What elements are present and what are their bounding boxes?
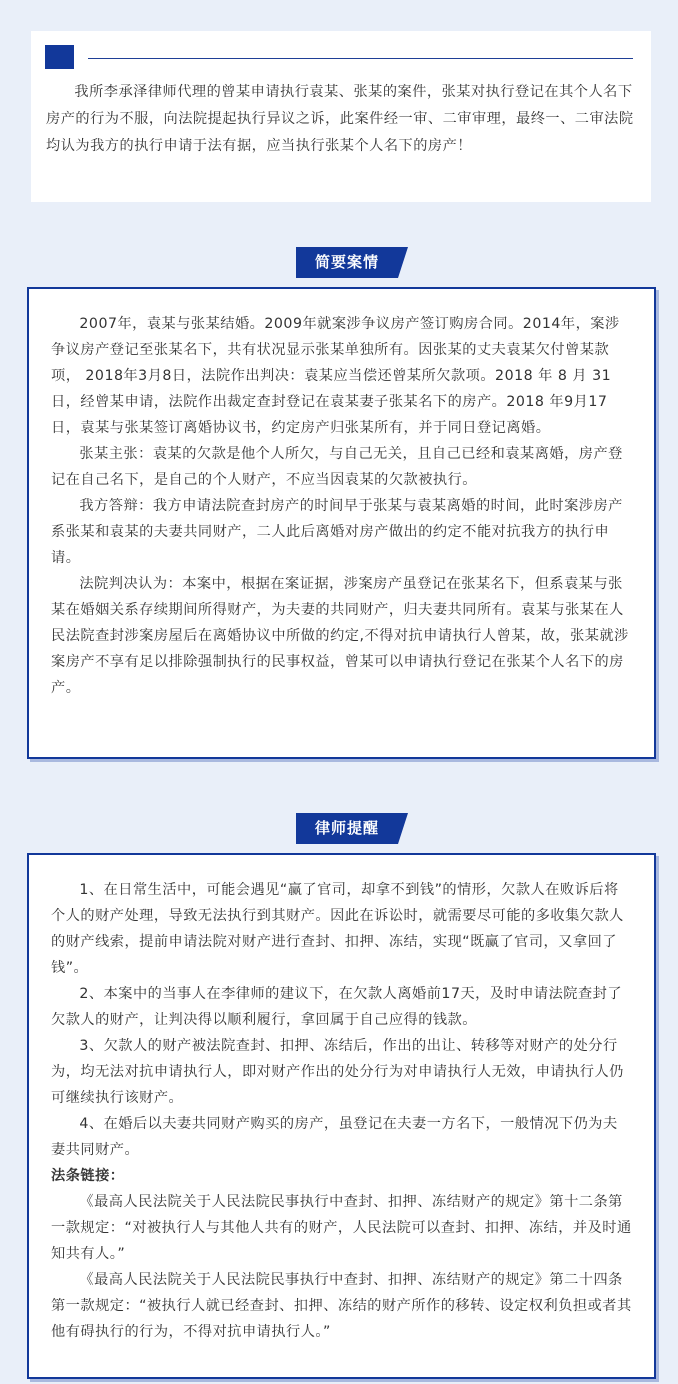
law-paragraph: 《最高人民法院关于人民法院民事执行中查封、扣押、冻结财产的规定》第二十四条第一款规定：“被执行人就已经查封、扣押、冻结的财产所作的移转、设定权利负担或者其他有碍执行的行为，不得对抗申请执行人。” (51, 1272, 632, 1340)
tip-paragraph: 4、在婚后以夫妻共同财产购买的房产，虽登记在夫妻一方名下，一般情况下仍为夫妻共同财产。 (51, 1116, 618, 1158)
case-paragraph: 张某主张：袁某的欠款是他个人所欠，与自己无关，且自己已经和袁某离婚，房产登记在自己名下，是自己的个人财产，不应当因袁某的欠款被执行。 (51, 446, 623, 488)
tip-paragraph: 1、在日常生活中，可能会遇见“赢了官司，却拿不到钱”的情形，欠款人在败诉后将个人的财产处理，导致无法执行到其财产。因此在诉讼时，就需要尽可能的多收集欠款人的财产线索，提前申请法院对财产进行查封、扣押、冻结，实现“既赢了官司，又拿回了钱”。 (51, 882, 624, 976)
case-summary-content (51, 311, 632, 701)
title-rule (88, 58, 633, 59)
intro-paragraph: 我所李承泽律师代理的曾某申请执行袁某、张某的案件，张某对执行登记在其个人名下房产的行为不服，向法院提起执行异议之诉，此案件经一审、二审审理，最终一、二审法院均认为我方的执行申请于法有据，应当执行张某个人名下的房产！ (46, 84, 634, 154)
case-paragraph: 2007年，袁某与张某结婚。2009年就案涉争议房产签订购房合同。2014年，案涉争议房产登记至张某名下，共有状况显示张某单独所有。因张某的丈夫袁某欠付曾某款项， 2018年3月8日，法院作出判决：袁某应当偿还曾某所欠款项。2018 年 8 月 31日，经曾某申请，法院作出裁定查封登记在袁某妻子张某名下的房产。2018 年9月17日，袁某与张某签订离婚协议书，约定房产归张某所有，并于同日登记离婚。 (51, 316, 620, 436)
section-label-lawyer-tips (296, 813, 398, 844)
tip-paragraph: 3、欠款人的财产被法院查封、扣押、冻结后，作出的出让、转移等对财产的处分行为，均无法对抗申请执行人，即对财产作出的处分行为对申请执行人无效，申请执行人仍可继续执行该财产。 (51, 1038, 624, 1106)
section-title: 律师提醒 (314, 819, 379, 837)
lawyer-tips-box (27, 853, 656, 1379)
tip-paragraph: 2、本案中的当事人在李律师的建议下，在欠款人离婚前17天，及时申请法院查封了欠款人的财产，让判决得以顺利履行，拿回属于自己应得的钱款。 (51, 986, 623, 1028)
case-paragraph: 法院判决认为：本案中，根据在案证据，涉案房产虽登记在张某名下，但系袁某与张某在婚姻关系存续期间所得财产，为夫妻的共同财产，归夫妻共同所有。袁某与张某在人民法院查封涉案房屋后在离婚协议中所做的约定,不得对抗申请执行人曾某，故，张某就涉案房产不享有足以排除强制执行的民事权益，曾某可以申请执行登记在张某个人名下的房产。 (51, 576, 629, 696)
law-paragraph: 《最高人民法院关于人民法院民事执行中查封、扣押、冻结财产的规定》第十二条第一款规定：“对被执行人与其他人共有的财产，人民法院可以查封、扣押、冻结，并及时通知共有人。” (51, 1194, 632, 1262)
case-paragraph: 我方答辩：我方申请法院查封房产的时间早于张某与袁某离婚的时间，此时案涉房产系张某和袁某的夫妻共同财产，二人此后离婚对房产做出的约定不能对抗我方的执行申请。 (51, 498, 623, 566)
section-label-case-summary (296, 247, 398, 278)
case-summary-box (27, 287, 656, 759)
lawyer-tips-content (51, 877, 632, 1345)
section-title: 简要案情 (314, 253, 379, 271)
title-marker-square (45, 45, 74, 69)
law-link-label: 法条链接： (51, 1168, 125, 1184)
intro-card (31, 31, 651, 202)
